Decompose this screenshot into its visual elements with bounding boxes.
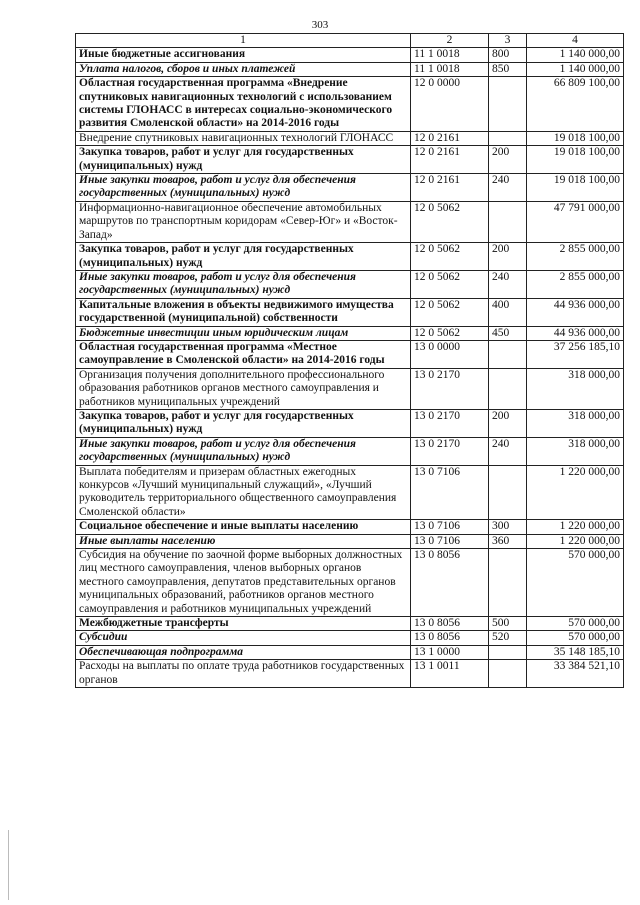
row-type-cell: 240	[489, 270, 527, 298]
row-type-cell	[489, 131, 527, 145]
row-type-cell: 200	[489, 146, 527, 174]
row-name-cell: Закупка товаров, работ и услуг для государственных (муниципальных) нужд	[76, 243, 411, 271]
row-code-cell: 12 0 0000	[411, 77, 489, 132]
row-type-cell: 520	[489, 631, 527, 645]
row-name-cell: Иные выплаты населению	[76, 534, 411, 548]
row-name-cell: Иные закупки товаров, работ и услуг для обеспечения государственных (муниципальных) нужд	[76, 174, 411, 202]
row-code-cell: 13 0 8056	[411, 617, 489, 631]
row-sum-cell: 66 809 100,00	[527, 77, 624, 132]
row-code-cell: 12 0 5062	[411, 326, 489, 340]
row-code-cell: 11 1 0018	[411, 62, 489, 76]
row-sum-cell: 35 148 185,10	[527, 645, 624, 659]
row-code-cell: 12 0 5062	[411, 270, 489, 298]
row-sum-cell: 37 256 185,10	[527, 340, 624, 368]
row-name-cell: Закупка товаров, работ и услуг для государственных (муниципальных) нужд	[76, 146, 411, 174]
table-row	[76, 270, 624, 298]
table-row	[76, 77, 624, 132]
table-row	[76, 520, 624, 534]
table-row	[76, 409, 624, 437]
row-name-cell: Социальное обеспечение и иные выплаты населению	[76, 520, 411, 534]
row-name-cell: Субсидии	[76, 631, 411, 645]
header-cell-name: 1	[76, 34, 411, 48]
row-name-cell: Уплата налогов, сборов и иных платежей	[76, 62, 411, 76]
row-name-cell: Закупка товаров, работ и услуг для государственных (муниципальных) нужд	[76, 409, 411, 437]
table-row	[76, 549, 624, 617]
row-sum-cell: 44 936 000,00	[527, 326, 624, 340]
row-type-cell	[489, 549, 527, 617]
row-type-cell	[489, 660, 527, 688]
row-code-cell: 13 0 2170	[411, 437, 489, 465]
row-code-cell: 13 0 2170	[411, 368, 489, 409]
row-sum-cell: 47 791 000,00	[527, 201, 624, 242]
row-type-cell	[489, 645, 527, 659]
row-code-cell: 13 1 0011	[411, 660, 489, 688]
table-row	[76, 465, 624, 520]
table-row	[76, 326, 624, 340]
row-name-cell: Иные закупки товаров, работ и услуг для обеспечения государственных (муниципальных) нужд	[76, 270, 411, 298]
budget-table	[75, 33, 624, 688]
row-sum-cell: 44 936 000,00	[527, 298, 624, 326]
header-cell-code: 2	[411, 34, 489, 48]
page-number: 303	[311, 19, 329, 31]
row-name-cell: Межбюджетные трансферты	[76, 617, 411, 631]
table-row	[76, 631, 624, 645]
row-type-cell: 800	[489, 48, 527, 62]
row-code-cell: 12 0 5062	[411, 243, 489, 271]
row-name-cell: Бюджетные инвестиции иным юридическим лицам	[76, 326, 411, 340]
row-name-cell: Капитальные вложения в объекты недвижимого имущества государственной (муниципальной) собственности	[76, 298, 411, 326]
row-sum-cell: 570 000,00	[527, 549, 624, 617]
row-sum-cell: 1 220 000,00	[527, 534, 624, 548]
row-name-cell: Внедрение спутниковых навигационных технологий ГЛОНАСС	[76, 131, 411, 145]
row-sum-cell: 318 000,00	[527, 368, 624, 409]
row-name-cell: Областная государственная программа «Местное самоуправление в Смоленской области» на 2014-2016 годы	[76, 340, 411, 368]
row-code-cell: 13 1 0000	[411, 645, 489, 659]
row-name-cell: Иные закупки товаров, работ и услуг для обеспечения государственных (муниципальных) нужд	[76, 437, 411, 465]
row-code-cell: 11 1 0018	[411, 48, 489, 62]
table-row	[76, 146, 624, 174]
row-sum-cell: 19 018 100,00	[527, 174, 624, 202]
row-sum-cell: 19 018 100,00	[527, 131, 624, 145]
table-row	[76, 645, 624, 659]
table-row	[76, 201, 624, 242]
row-code-cell: 12 0 2161	[411, 131, 489, 145]
row-sum-cell: 1 140 000,00	[527, 62, 624, 76]
row-sum-cell: 1 220 000,00	[527, 520, 624, 534]
row-sum-cell: 2 855 000,00	[527, 243, 624, 271]
row-code-cell: 12 0 5062	[411, 201, 489, 242]
row-code-cell: 13 0 8056	[411, 631, 489, 645]
row-sum-cell: 318 000,00	[527, 409, 624, 437]
row-name-cell: Субсидия на обучение по заочной форме выборных должностных лиц местного самоуправления, членов выборных органов местного самоуправления, депутатов представительных органов муниципальных образований, работников органов местного самоуправления и работников муниципальных учреждений	[76, 549, 411, 617]
row-name-cell: Информационно-навигационное обеспечение автомобильных маршрутов по транспортным коридорам «Север-Юг» и «Восток-Запад»	[76, 201, 411, 242]
row-type-cell: 450	[489, 326, 527, 340]
row-name-cell: Организация получения дополнительного профессионального образования работников органов местного самоуправления и работников муниципальных учреждений	[76, 368, 411, 409]
table-row	[76, 340, 624, 368]
row-type-cell	[489, 201, 527, 242]
row-name-cell: Иные бюджетные ассигнования	[76, 48, 411, 62]
row-type-cell: 300	[489, 520, 527, 534]
row-name-cell: Областная государственная программа «Внедрение спутниковых навигационных технологий с использованием системы ГЛОНАСС в интересах социально-экономического развития Смоленской области» на 2014-2016 годы	[76, 77, 411, 132]
row-sum-cell: 19 018 100,00	[527, 146, 624, 174]
row-code-cell: 13 0 7106	[411, 520, 489, 534]
budget-table-body	[76, 34, 624, 688]
row-name-cell: Расходы на выплаты по оплате труда работников государственных органов	[76, 660, 411, 688]
row-code-cell: 13 0 0000	[411, 340, 489, 368]
row-type-cell	[489, 368, 527, 409]
table-row	[76, 62, 624, 76]
table-row	[76, 660, 624, 688]
row-code-cell: 13 0 7106	[411, 534, 489, 548]
row-type-cell	[489, 465, 527, 520]
row-name-cell: Обеспечивающая подпрограмма	[76, 645, 411, 659]
row-type-cell: 500	[489, 617, 527, 631]
row-code-cell: 13 0 8056	[411, 549, 489, 617]
table-header-row	[76, 34, 624, 48]
row-sum-cell: 1 220 000,00	[527, 465, 624, 520]
row-sum-cell: 33 384 521,10	[527, 660, 624, 688]
row-code-cell: 13 0 7106	[411, 465, 489, 520]
row-name-cell: Выплата победителям и призерам областных ежегодных конкурсов «Лучший муниципальный служащий», «Лучший руководитель территориального общественного самоуправления Смоленской области»	[76, 465, 411, 520]
row-type-cell: 200	[489, 409, 527, 437]
table-row	[76, 298, 624, 326]
header-cell-sum: 4	[527, 34, 624, 48]
table-row	[76, 243, 624, 271]
row-sum-cell: 570 000,00	[527, 617, 624, 631]
table-row	[76, 368, 624, 409]
row-code-cell: 12 0 2161	[411, 146, 489, 174]
row-code-cell: 13 0 2170	[411, 409, 489, 437]
row-type-cell: 240	[489, 174, 527, 202]
row-type-cell	[489, 77, 527, 132]
header-cell-type: 3	[489, 34, 527, 48]
row-type-cell: 400	[489, 298, 527, 326]
row-sum-cell: 570 000,00	[527, 631, 624, 645]
row-type-cell: 240	[489, 437, 527, 465]
row-type-cell: 850	[489, 62, 527, 76]
table-row	[76, 131, 624, 145]
row-sum-cell: 2 855 000,00	[527, 270, 624, 298]
row-code-cell: 12 0 5062	[411, 298, 489, 326]
table-row	[76, 48, 624, 62]
scan-edge-line	[8, 830, 9, 900]
row-code-cell: 12 0 2161	[411, 174, 489, 202]
row-sum-cell: 318 000,00	[527, 437, 624, 465]
row-type-cell: 360	[489, 534, 527, 548]
table-row	[76, 534, 624, 548]
row-type-cell: 200	[489, 243, 527, 271]
table-row	[76, 437, 624, 465]
table-row	[76, 617, 624, 631]
table-row	[76, 174, 624, 202]
row-type-cell	[489, 340, 527, 368]
row-sum-cell: 1 140 000,00	[527, 48, 624, 62]
